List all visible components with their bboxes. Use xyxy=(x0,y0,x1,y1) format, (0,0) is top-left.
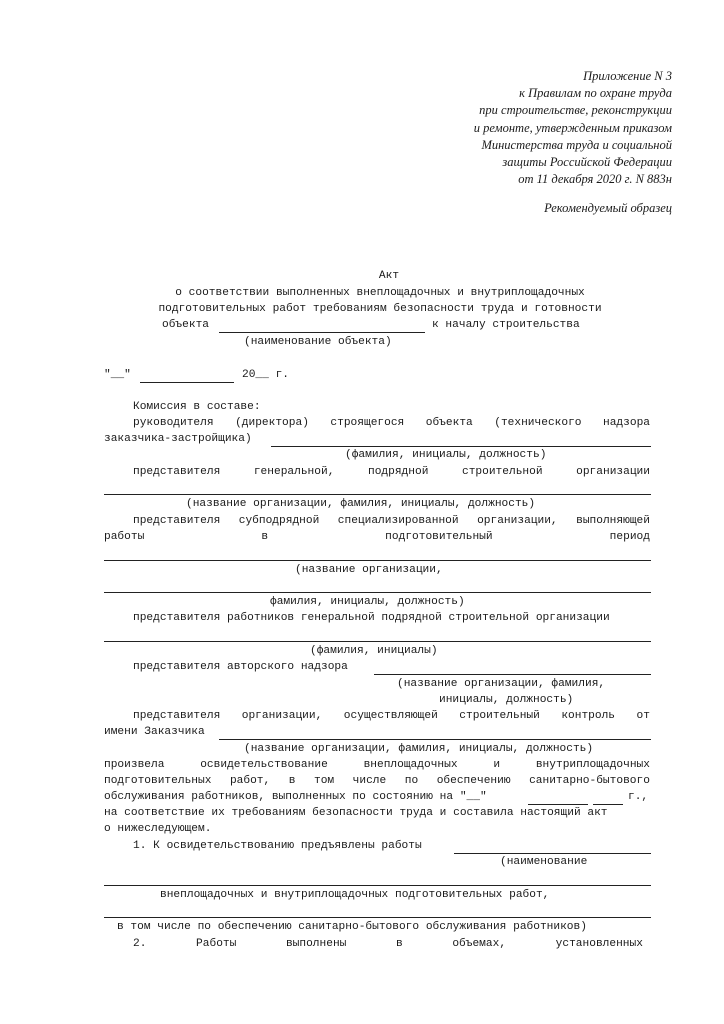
workers-rep-field xyxy=(104,641,651,642)
item-2-line xyxy=(133,938,643,950)
construction-control-line xyxy=(133,710,650,722)
word: (технического xyxy=(494,417,582,429)
date-year: 20__ г. xyxy=(242,369,289,381)
item-1-field-2 xyxy=(104,885,651,886)
word: выполнены xyxy=(285,938,347,950)
item-1-field-3 xyxy=(104,917,651,918)
item-1-hint-3: в том числе по обеспечению санитарно-бытового обслуживания работников) xyxy=(117,921,587,933)
word: обеспечению xyxy=(436,775,511,787)
word: подрядной xyxy=(367,466,429,478)
word: внеплощадочных xyxy=(363,759,458,771)
recommended-sample: Рекомендуемый образец xyxy=(544,201,672,215)
title-object-label: объекта xyxy=(162,319,209,331)
item-1-line: 1. К освидетельствованию предъявлены работы xyxy=(133,840,422,852)
header-line: от 11 декабря 2020 г. N 883н xyxy=(518,172,672,187)
title-line: о соответствии выполненных внеплощадочных и внутриплощадочных xyxy=(175,287,585,299)
word: внутриплощадочных xyxy=(535,759,650,771)
word: строительной xyxy=(461,466,543,478)
word: в xyxy=(288,775,296,787)
word: в xyxy=(261,531,269,543)
date-day: "__" xyxy=(104,369,131,381)
header-line: к Правилам по охране труда xyxy=(519,86,672,101)
item-1-hint: (наименование xyxy=(500,856,588,868)
word: генеральной, xyxy=(253,466,335,478)
header-line: защиты Российской Федерации xyxy=(502,155,672,170)
word: осуществляющей xyxy=(343,710,438,722)
subcontractor-line xyxy=(133,515,650,527)
word: надзора xyxy=(603,417,650,429)
general-contractor-line xyxy=(133,466,650,478)
word: (директора) xyxy=(235,417,309,429)
word: представителя xyxy=(133,710,221,722)
word: специализированной xyxy=(337,515,459,527)
construction-control-hint: (название организации, фамилия, инициалы, должность) xyxy=(244,743,594,755)
subcontractor-field-2 xyxy=(104,592,651,593)
header-line: Приложение N 3 xyxy=(583,69,672,83)
object-name-field xyxy=(219,332,425,333)
head-field xyxy=(271,446,651,447)
construction-control-field xyxy=(219,739,651,740)
subcontractor-line-2 xyxy=(104,531,650,543)
author-supervision-hint: (название организации, фамилия, xyxy=(397,678,606,690)
item-1-hint-2: внеплощадочных и внутриплощадочных подготовительных работ, xyxy=(160,889,550,901)
workers-rep-line: представителя работников генеральной подрядной строительной организации xyxy=(133,612,610,624)
word: представителя xyxy=(133,466,221,478)
paragraph-line: на соответствие их требованиям безопасности труда и составила настоящий акт xyxy=(104,807,608,819)
word: числе xyxy=(352,775,387,787)
paragraph-line xyxy=(104,759,650,771)
word: и xyxy=(493,759,501,771)
word: освидетельствование xyxy=(200,759,328,771)
word: от xyxy=(636,710,650,722)
head-line xyxy=(133,417,650,429)
author-supervision-hint-2: инициалы, должность) xyxy=(439,694,574,706)
state-year-field xyxy=(593,804,623,805)
author-supervision-line: представителя авторского надзора xyxy=(133,661,348,673)
workers-rep-hint: (фамилия, инициалы) xyxy=(310,645,438,657)
item-1-field xyxy=(454,853,651,854)
head-line-cont: заказчика-застройщика) xyxy=(104,433,252,445)
header-line: и ремонте, утвержденным приказом xyxy=(473,120,672,135)
header-line: Министерства труда и социальной xyxy=(481,137,672,152)
object-name-hint: (наименование объекта) xyxy=(244,336,392,348)
paragraph-line: о нижеследующем. xyxy=(104,823,212,835)
word: работы xyxy=(104,531,145,543)
word: объемах, xyxy=(452,938,507,950)
subcontractor-field xyxy=(104,560,651,561)
word: строительный xyxy=(459,710,540,722)
word: организации, xyxy=(477,515,558,527)
word: установленных xyxy=(555,938,643,950)
word: выполняющей xyxy=(576,515,650,527)
word: том xyxy=(313,775,335,787)
word: подготовительный xyxy=(385,531,493,543)
word: по xyxy=(404,775,419,787)
word: строящегося xyxy=(330,417,405,429)
general-contractor-hint: (название организации, фамилия, инициалы, должность) xyxy=(186,498,536,510)
word: руководителя xyxy=(133,417,214,429)
word: субподрядной xyxy=(238,515,320,527)
general-contractor-field xyxy=(104,494,651,495)
head-hint: (фамилия, инициалы, должность) xyxy=(345,449,547,461)
word: произвела xyxy=(104,759,165,771)
paragraph-line: обслуживания работников, выполненных по состоянию на "__" xyxy=(104,791,487,803)
paragraph-line-end: г., xyxy=(628,791,649,803)
author-supervision-field xyxy=(374,674,651,675)
header-line: при строительстве, реконструкции xyxy=(479,103,672,118)
title-line: к началу строительства xyxy=(432,319,580,331)
word: представителя xyxy=(133,515,221,527)
title-line: подготовительных работ требованиям безопасности труда и готовности xyxy=(158,303,602,315)
date-month-field xyxy=(140,382,234,383)
paragraph-line xyxy=(104,775,650,787)
word: санитарно-бытового xyxy=(529,775,650,787)
subcontractor-hint-2: фамилия, инициалы, должность) xyxy=(270,596,465,608)
word: в xyxy=(396,938,403,950)
subcontractor-hint: (название организации, xyxy=(295,564,443,576)
commission-label: Комиссия в составе: xyxy=(133,401,261,413)
word: организации xyxy=(576,466,650,478)
word: Работы xyxy=(196,938,237,950)
word: объекта xyxy=(425,417,473,429)
word: период xyxy=(609,531,650,543)
word: контроль xyxy=(561,710,616,722)
construction-control-cont: имени Заказчика xyxy=(104,726,205,738)
doc-title: Акт xyxy=(378,270,400,282)
word: работ, xyxy=(229,775,271,787)
word: 2. xyxy=(133,938,147,950)
appendix-header xyxy=(474,68,672,188)
word: организации, xyxy=(241,710,323,722)
state-month-field xyxy=(528,804,588,805)
word: подготовительных xyxy=(104,775,212,787)
